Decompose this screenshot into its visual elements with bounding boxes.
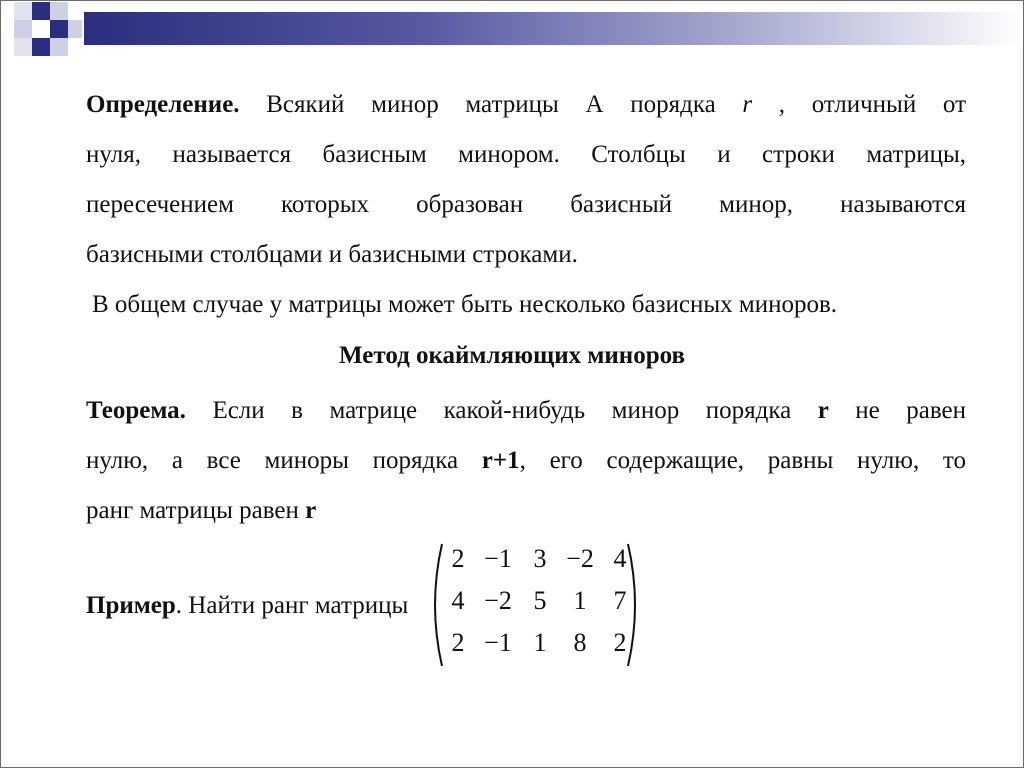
definition-line-1 [86, 80, 966, 130]
deco-square [32, 2, 50, 20]
matrix-cell: 2 [451, 544, 465, 573]
matrix-cell: 3 [533, 544, 547, 573]
matrix-cell: 1 [573, 586, 587, 615]
definition-line-2: нуля, называется базисным минором. Столбцы и строки матрицы, [86, 141, 966, 168]
matrix-cell: 7 [613, 586, 627, 615]
deco-square [50, 2, 68, 20]
matrix-cell: 1 [533, 628, 547, 657]
definition-line-3: пересечением которых образован базисный минор, называются [86, 191, 966, 218]
matrix-cell: 8 [573, 628, 587, 657]
matrix-cell: 4 [451, 586, 465, 615]
deco-square [14, 38, 32, 56]
deco-square [32, 38, 50, 56]
theorem-paragraph [86, 386, 966, 536]
theorem-text: ранг матрицы равен [86, 497, 306, 524]
definition-text: , отличный от [752, 91, 966, 118]
definition-text: Всякий минор матрицы А порядка [266, 91, 743, 118]
variable-r: r [305, 497, 317, 524]
note-paragraph [92, 280, 972, 330]
theorem-text: нулю, а все миноры порядка [86, 447, 482, 474]
theorem-line-2 [86, 436, 966, 486]
theorem-text: не равен [828, 397, 966, 424]
matrix-cell: 2 [613, 628, 627, 657]
theorem-label: Теорема. [86, 397, 186, 424]
matrix-cell: 2 [451, 628, 465, 657]
deco-square [50, 20, 68, 38]
variable-r: r [817, 397, 829, 424]
method-heading: Метод окаймляющих миноров [339, 342, 685, 369]
matrix [428, 540, 642, 670]
deco-square [14, 20, 32, 38]
deco-square [14, 2, 32, 20]
theorem-line-3 [86, 486, 966, 536]
definition-label: Определение. [86, 91, 240, 118]
title-bar [84, 12, 1022, 45]
matrix-cell: −2 [566, 544, 594, 573]
example-line [86, 592, 408, 620]
deco-square [50, 38, 68, 56]
definition-paragraph [86, 80, 966, 280]
example-text: . Найти ранг матрицы [175, 592, 409, 619]
theorem-text: , его содержащие, равны нулю, то [519, 447, 966, 474]
variable-r: r [742, 91, 753, 118]
note-line: В общем случае у матрицы может быть несколько базисных миноров. [92, 291, 838, 318]
title-decoration [0, 0, 1024, 62]
deco-square [68, 20, 82, 38]
theorem-text: Если в матрице какой-нибудь минор порядка [212, 397, 818, 424]
matrix-cell: −1 [484, 628, 512, 657]
matrix-cell: 4 [613, 544, 627, 573]
variable-r-plus-1: r+1 [481, 447, 520, 474]
matrix-cell: −1 [484, 544, 512, 573]
definition-line-4: базисными столбцами и базисными строками. [86, 241, 578, 268]
matrix-cell: 5 [533, 586, 547, 615]
theorem-line-1 [86, 386, 966, 436]
matrix-cell: −2 [484, 586, 512, 615]
example-label: Пример [86, 592, 176, 619]
